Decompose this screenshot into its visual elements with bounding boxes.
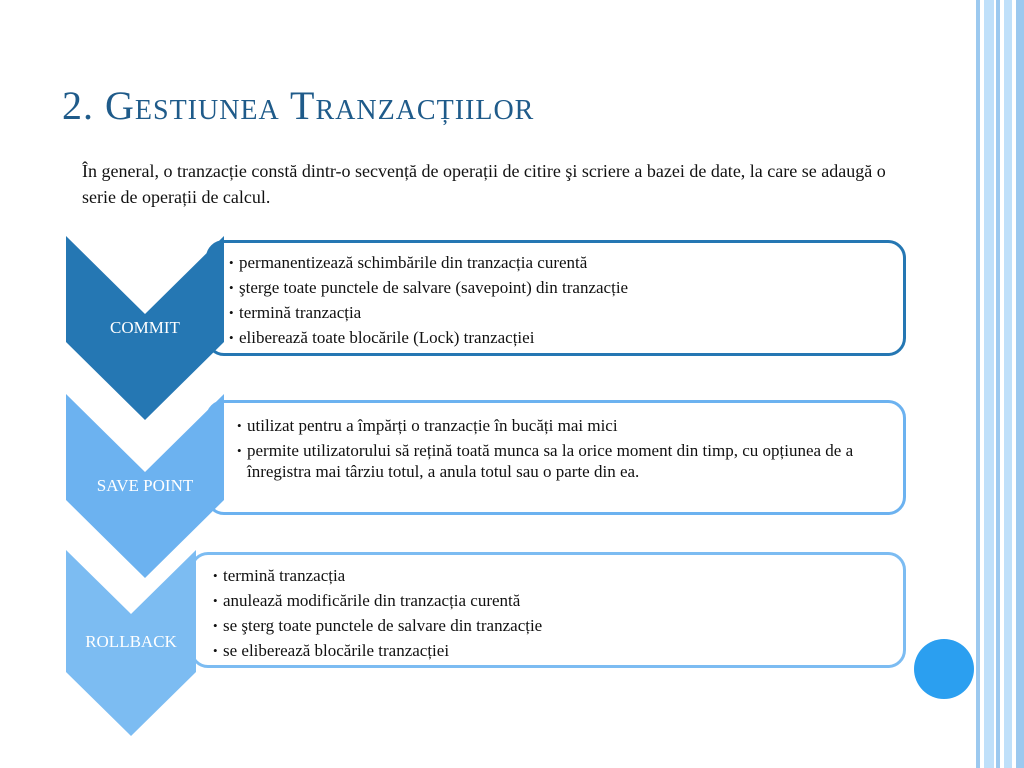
list-item: • termină tranzacția	[213, 565, 903, 586]
savepoint-label: SAVE POINT	[96, 476, 194, 495]
section-rollback	[0, 550, 960, 736]
commit-list	[229, 252, 903, 348]
list-item: • eliberează toate blocările (Lock) tranzacției	[229, 327, 903, 348]
rollback-list	[213, 565, 903, 661]
list-item: • se eliberează blocările tranzacției	[213, 640, 903, 661]
rollback-label: ROLLBACK	[85, 632, 177, 651]
accent-circle	[914, 639, 974, 699]
list-item: • permite utilizatorului să rețină toată munca sa la orice moment din timp, cu opțiunea de a înregistra mai târziu totul, a anula totul sau o parte din ea.	[237, 440, 893, 482]
list-item: • termină tranzacția	[229, 302, 903, 323]
rollback-box	[190, 552, 906, 668]
decorative-stripes	[976, 0, 1024, 768]
list-item: • şterge toate punctele de salvare (savepoint) din tranzacție	[229, 277, 903, 298]
list-item: • utilizat pentru a împărți o tranzacție în bucăți mai mici	[237, 415, 893, 436]
commit-box	[206, 240, 906, 356]
savepoint-box	[206, 400, 906, 515]
list-item: • anulează modificările din tranzacția curentă	[213, 590, 903, 611]
commit-label: COMMIT	[110, 318, 180, 337]
savepoint-list	[237, 415, 893, 482]
section-commit	[0, 236, 960, 420]
commit-chevron	[66, 236, 224, 420]
list-item: • permanentizează schimbările din tranzacția curentă	[229, 252, 903, 273]
list-item: • se şterg toate punctele de salvare din tranzacție	[213, 615, 903, 636]
rollback-chevron	[66, 550, 196, 736]
intro-paragraph: În general, o tranzacție constă dintr-o secvență de operații de citire şi scriere a bazei de date, la care se adaugă o serie de operații de calcul.	[82, 161, 886, 207]
slide-title: 2. Gestiunea Tranzacțiilor	[62, 83, 535, 128]
